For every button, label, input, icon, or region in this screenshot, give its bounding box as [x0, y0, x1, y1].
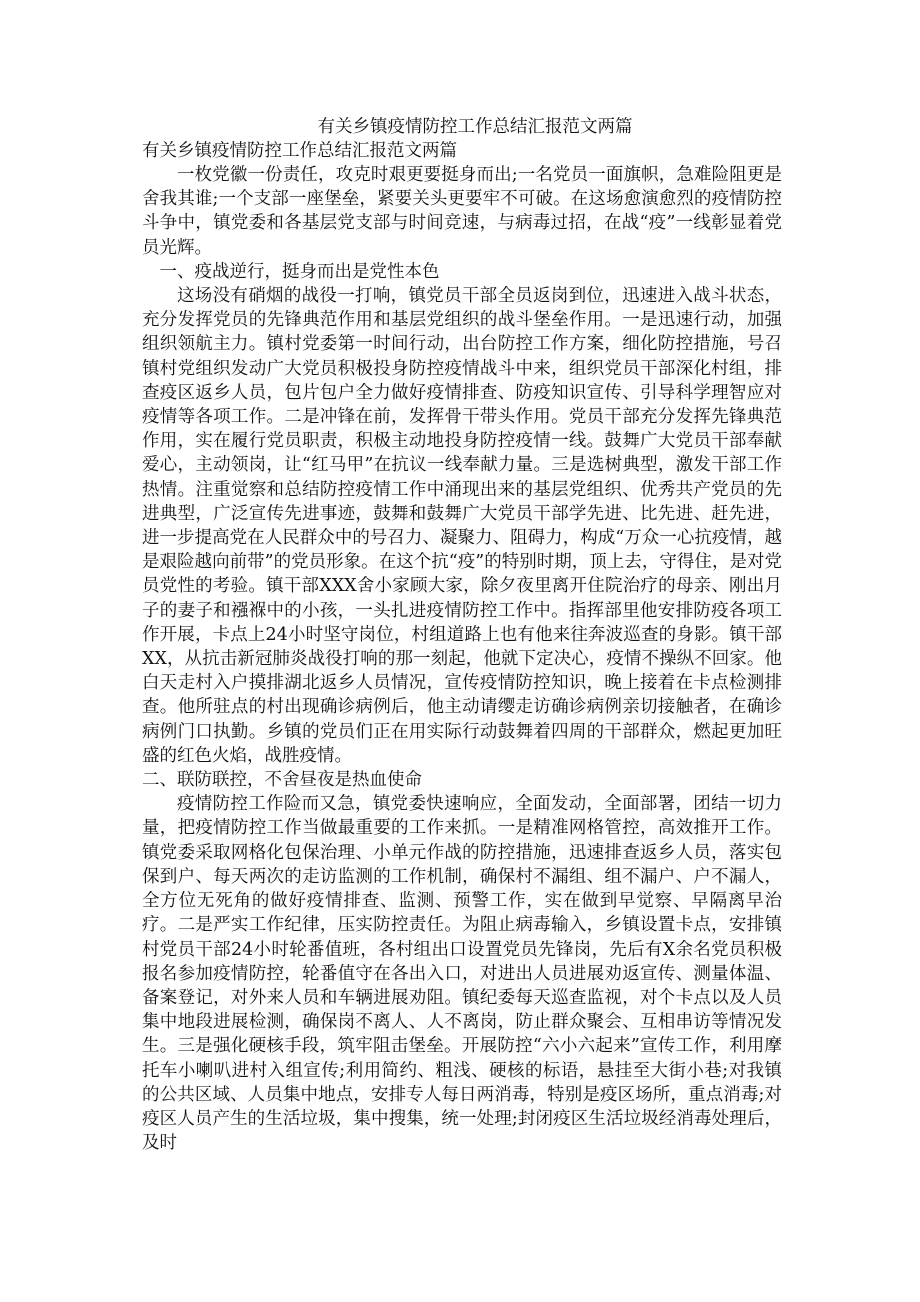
section-2-heading: 二、联防联控，不舍昼夜是热血使命	[142, 770, 422, 791]
intro-paragraph: 一枚党徽一份责任，攻克时艰更要挺身而出;一名党员一面旗帜，急难险阻更是舍我其谁;一个支部一座堡垒，紧要关头更要牢不可破。在这场愈演愈烈的疫情防控斗争中，镇党委和各基层党支部与时间竞速，与病毒过招，在战“疫”一线彰显着党员光辉。	[142, 165, 782, 258]
document-page	[142, 115, 782, 1155]
document-subtitle: 有关乡镇疫情防控工作总结汇报范文两篇	[142, 141, 457, 161]
section-1-heading: 一、疫战逆行，挺身而出是党性本色	[159, 261, 440, 282]
document-title: 有关乡镇疫情防控工作总结汇报范文两篇	[317, 117, 633, 137]
section-1-body: 这场没有硝烟的战役一打响，镇党员干部全员返岗到位，迅速进入战斗状态，充分发挥党员的先锋典范作用和基层党组织的战斗堡垒作用。一是迅速行动，加强组织领航主力。镇村党委第一时间行动，出台防控工作方案，细化防控措施，号召镇村党组织发动广大党员积极投身防控疫情战斗中来，组织党员干部深化村组，排查疫区返乡人员，包片包户全力做好疫情排查、防疫知识宣传、引导科学理智应对疫情等各项工作。二是冲锋在前，发挥骨干带头作用。党员干部充分发挥先锋典范作用，实在履行党员职责，积极主动地投身防控疫情一线。鼓舞广大党员干部奉献爱心，主动领岗，让“红马甲”在抗议一线奉献力量。三是选树典型，激发干部工作热情。注重觉察和总结防控疫情工作中涌现出来的基层党组织、优秀共产党员的先进典型，广泛宣传先进事迹，鼓舞和鼓舞广大党员干部学先进、比先进、赶先进，进一步提高党在人民群众中的号召力、凝聚力、阻碍力，构成“万众一心抗疫情，越是艰险越向前带”的党员形象。在这个抗“疫”的特别时期，顶上去，守得住，是对党员党性的考验。镇干部XXX舍小家顾大家，除夕夜里离开住院治疗的母亲、刚出月子的妻子和襁褓中的小孩，一头扎进疫情防控工作中。指挥部里他安排防疫各项工作开展，卡点上24小时坚守岗位，村组道路上也有他来往奔波巡查的身影。镇干部XX，从抗击新冠肺炎战役打响的那一刻起，他就下定决心，疫情不操纵不回家。他白天走村入户摸排湖北返乡人员情况，宣传疫情防控知识，晚上接着在卡点检测排查。他所驻点的村出现确诊病例后，他主动请缨走访确诊病例亲切接触者，在确诊病例门口执勤。乡镇的党员们正在用实际行动鼓舞着四周的干部群众，燃起更加旺盛的红色火焰，战胜疫情。	[142, 286, 782, 766]
section-2-body: 疫情防控工作险而又急，镇党委快速响应，全面发动，全面部署，团结一切力量，把疫情防控工作当做最重要的工作来抓。一是精准网格管控，高效推开工作。镇党委采取网格化包保治理、小单元作战的防控措施，迅速排查返乡人员，落实包保到户、每天两次的走访监测的工作机制，确保村不漏组、组不漏户、户不漏人，全方位无死角的做好疫情排查、监测、预警工作，实在做到早觉察、早隔离早治疗。二是严实工作纪律，压实防控责任。为阻止病毒输入，乡镇设置卡点，安排镇村党员干部24小时轮番值班，各村组出口设置党员先锋岗，先后有X余名党员积极报名参加疫情防控，轮番值守在各出入口，对进出人员进展劝返宣传、测量体温、备案登记，对外来人员和车辆进展劝阻。镇纪委每天巡查监视，对个卡点以及人员集中地段进展检测，确保岗不离人、人不离岗，防止群众聚会、互相串访等情况发生。三是强化硬核手段，筑牢阻击堡垒。开展防控“六小六起来”宣传工作，利用摩托车小喇叭进村入组宣传;利用简约、粗浅、硬核的标语，悬挂至大街小巷;对我镇的公共区域、人员集中地点，安排专人每日两消毒，特别是疫区场所，重点消毒;对疫区人员产生的生活垃圾，集中搜集，统一处理;封闭疫区生活垃圾经消毒处理后，及时	[142, 794, 782, 1154]
